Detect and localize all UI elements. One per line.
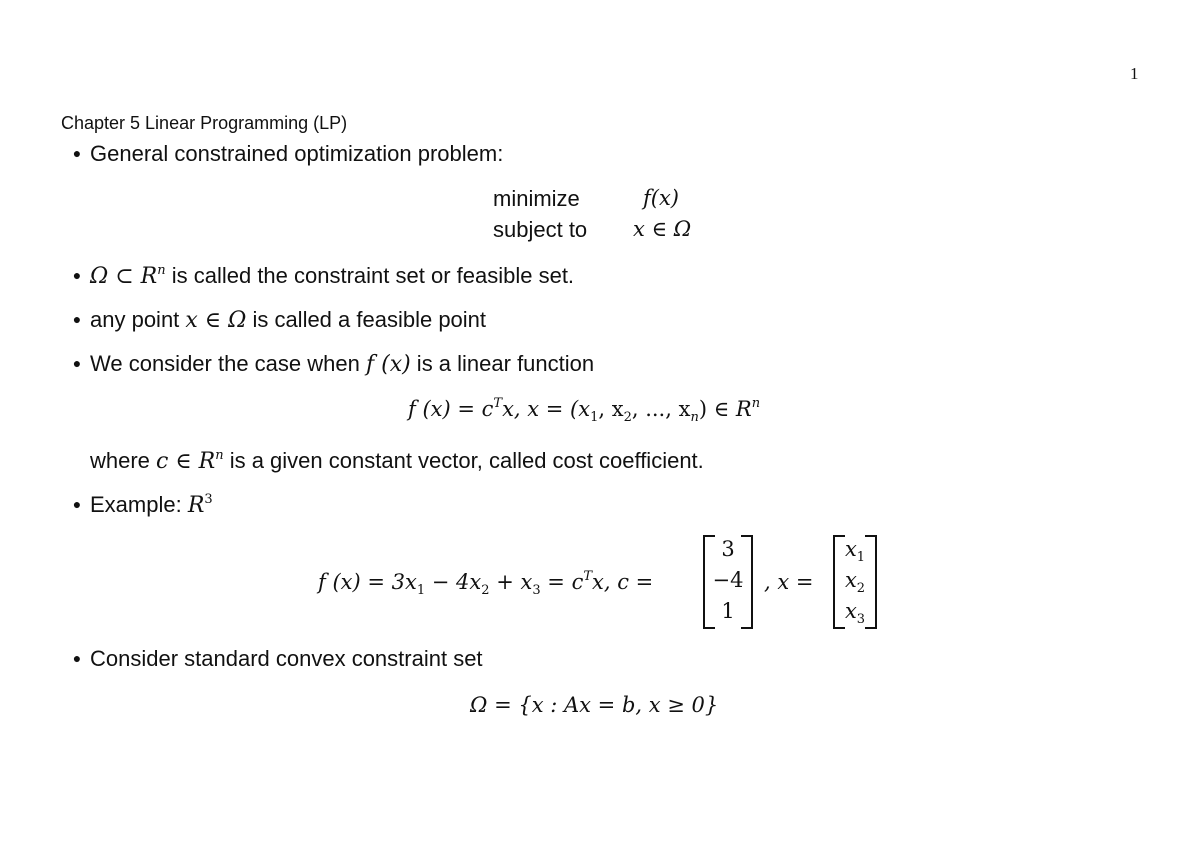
bullet-constraint-set bbox=[72, 263, 574, 289]
bullet-text: General constrained optimization problem: bbox=[90, 141, 504, 166]
bullet-dot-icon: ● bbox=[72, 269, 82, 284]
x-vector-matrix bbox=[833, 535, 877, 625]
equation-linear-objective: f $(x) = c^Tx$, $x = (x_1$, $x_2$, ..., $x_n$) ∈ $R^n$ bbox=[408, 396, 761, 425]
bullet-dot-icon: ● bbox=[72, 650, 82, 666]
bullet-text-post: is a linear function bbox=[410, 351, 595, 376]
bullet-dot-icon: ● bbox=[72, 357, 82, 372]
bullet-feasible-point bbox=[72, 307, 486, 333]
x-vector-entry: $x_2$ bbox=[844, 568, 866, 596]
chapter-title: Chapter 5 Linear Programming (LP) bbox=[61, 113, 348, 133]
c-in-rn-math: c ∈ R bbox=[156, 449, 216, 474]
bullet-general-problem bbox=[72, 141, 503, 167]
x-equals-label: , x = bbox=[764, 570, 814, 594]
where-cost-coefficient: where c ∈ $R^n$ is a given constant vector, called cost coefficient. bbox=[90, 448, 704, 474]
bullet-text-pre: any point bbox=[90, 307, 186, 332]
equation-constraint-set: Ω = {x : Ax = b, x ≥ 0} bbox=[470, 693, 719, 717]
problem-row1-expr: f(x) bbox=[643, 186, 680, 210]
bullet-dot-icon: ● bbox=[72, 498, 82, 513]
c-vector-entry: −4 bbox=[712, 568, 744, 592]
c-vector-entry: 3 bbox=[721, 537, 735, 561]
bullet-convex-constraint bbox=[72, 646, 483, 672]
page-number: 1 bbox=[1130, 64, 1139, 83]
bullet-text-post: is called a feasible point bbox=[246, 307, 487, 332]
x-vector-entry: $x_1$ bbox=[844, 537, 866, 565]
bullet-linear-function bbox=[72, 351, 594, 377]
bullet-dot-icon: ● bbox=[72, 313, 82, 328]
bullet-text: Consider standard convex constraint set bbox=[90, 646, 483, 671]
problem-row1-label: minimize bbox=[493, 186, 580, 211]
fx-math: f (x) bbox=[365, 352, 411, 377]
x-in-omega-math: x ∈ Ω bbox=[185, 308, 247, 333]
bullet-example: ● Example: $R^3$ bbox=[72, 492, 213, 518]
equation-example-objective: f $(x) = 3x_1 - 4x_2 + x_3 = c^Tx$, c = bbox=[318, 569, 654, 598]
bullet-dot-icon: ● bbox=[72, 145, 82, 161]
bullet-text: is called the constraint set or feasible set. bbox=[165, 263, 575, 288]
problem-row2-label: subject to bbox=[493, 217, 588, 242]
bullet-text-pre: We consider the case when bbox=[90, 351, 366, 376]
c-vector-matrix bbox=[703, 535, 753, 625]
bullet-text: Example: bbox=[90, 492, 188, 517]
problem-row2-expr: x ∈ Ω bbox=[633, 217, 692, 241]
superscript-n: n bbox=[157, 263, 166, 278]
omega-subset-math: Ω ⊂ R bbox=[90, 264, 158, 289]
x-vector-entry: $x_3$ bbox=[844, 599, 866, 627]
c-vector-entry: 1 bbox=[721, 599, 735, 623]
r3-math: R bbox=[187, 493, 205, 518]
